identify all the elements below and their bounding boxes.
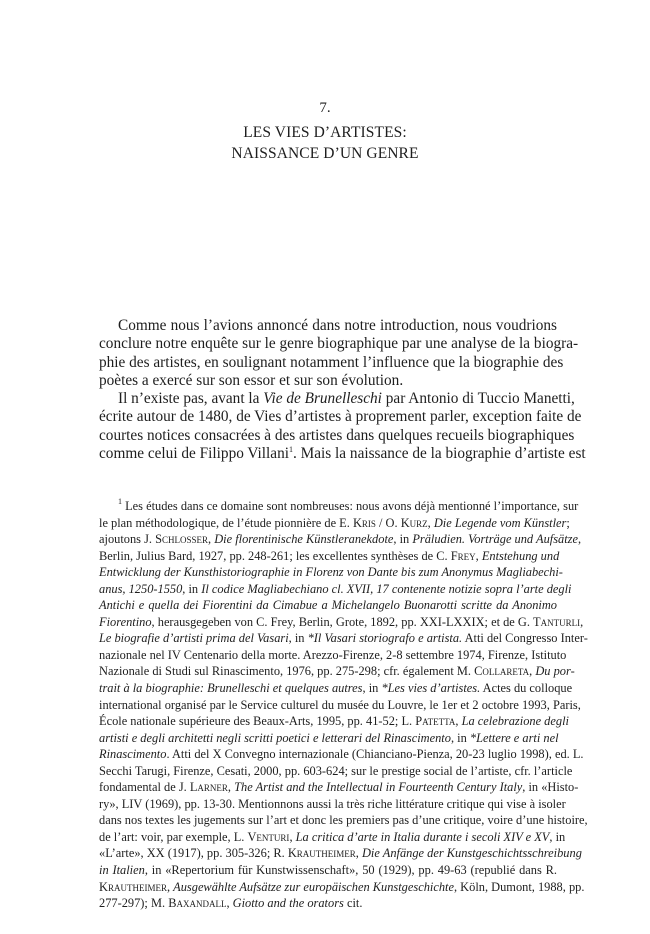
chapter-title-line-1: LES VIES D’ARTISTES: bbox=[243, 124, 407, 141]
text-run: Il n’existe pas, avant la bbox=[118, 390, 264, 408]
footnote-line bbox=[99, 515, 570, 532]
text-run: poètes a exercé sur son essor et sur son évolution. bbox=[99, 371, 404, 389]
text-run: ry», LIV (1969), pp. 13-30. Mentionnons aussi la très riche littérature critique qui vise à isoler bbox=[99, 796, 566, 811]
footnote-line bbox=[99, 713, 569, 730]
text-run: , in bbox=[288, 631, 308, 646]
text-run: ; bbox=[566, 515, 570, 530]
italic-title: Antichi e quella dei Fiorentini da Cimabue a Michelangelo Buonarotti scritte da Anonimo bbox=[99, 598, 557, 613]
footnote-line bbox=[99, 663, 575, 680]
footnote-line bbox=[99, 746, 584, 763]
author-name: Baxandall bbox=[168, 896, 227, 911]
author-name: Krautheimer bbox=[99, 879, 167, 894]
footnote-line bbox=[99, 845, 582, 862]
body-line bbox=[99, 353, 564, 372]
italic-title: Giotto and the orators bbox=[232, 896, 344, 911]
text-run: Actes du colloque bbox=[480, 681, 573, 696]
footnote-line bbox=[99, 895, 557, 912]
italic-title: artisti e degli architetti negli scritti poetici e letterari del Rinascimento bbox=[99, 730, 451, 745]
author-name: Venturi bbox=[247, 829, 290, 844]
italic-title: La celebrazione degli bbox=[461, 714, 569, 729]
italic-title: trait à la biographie: Brunelleschi et quelques autres bbox=[99, 681, 363, 696]
text-run: , bbox=[355, 846, 362, 861]
italic-title: anus, 1250-1550 bbox=[99, 581, 183, 596]
author-name: Kurz bbox=[400, 515, 428, 530]
footnote-line bbox=[99, 564, 563, 581]
text-run: fondamental de J. bbox=[99, 780, 190, 795]
footnote-line bbox=[99, 796, 566, 813]
italic-title: Il codice Magliabechiano cl. XVII, 17 contenente notizie sopra l’arte degli bbox=[201, 581, 572, 596]
body-paragraphs bbox=[99, 317, 586, 463]
text-run: comme celui de Filippo Villani bbox=[99, 445, 289, 463]
footnote-line bbox=[99, 812, 588, 829]
text-run: . Mais la naissance de la biographie d’artiste est bbox=[292, 445, 586, 463]
footnote-line bbox=[99, 497, 579, 515]
italic-title: La critica d’arte in Italia durante i secoli XIV e XV bbox=[295, 829, 550, 844]
text-run: , herausgegeben von C. Frey, Berlin, Grote, 1892, pp. XXI-LXXIX; et de G. bbox=[151, 614, 534, 629]
text-run: École nationale supérieure des Beaux-Arts, 1995, pp. 41-52; L. bbox=[99, 714, 416, 729]
footnote-line bbox=[99, 680, 573, 697]
author-name: Krautheimer bbox=[287, 846, 356, 861]
author-name: Schlosser bbox=[155, 532, 209, 547]
italic-title: Du por- bbox=[535, 664, 575, 679]
body-line bbox=[99, 390, 575, 408]
text-run: , bbox=[208, 532, 215, 547]
footnote-line bbox=[99, 548, 560, 565]
text-run: , in bbox=[362, 681, 382, 696]
footnote-1 bbox=[99, 497, 588, 912]
author-name: Patetta bbox=[415, 714, 456, 729]
italic-title: Die Legende vom Künstler bbox=[433, 515, 567, 530]
italic-title: Entstehung und bbox=[481, 548, 560, 563]
text-run: , bbox=[427, 515, 434, 530]
footnote-ref: 1 bbox=[118, 497, 122, 506]
italic-title: Vie de Brunelleschi bbox=[263, 390, 382, 408]
footnote-line bbox=[99, 730, 557, 747]
italic-title: Die Anfänge der Kunstgeschichtsschreibung bbox=[361, 846, 582, 861]
text-run: «L’arte», XX (1917), pp. 305-326; R. bbox=[99, 846, 288, 861]
italic-title: Le biografie d’artisti prima del Vasari bbox=[99, 631, 289, 646]
text-run: Comme nous l’avions annoncé dans notre introduction, nous voudrions bbox=[118, 317, 557, 334]
text-run: , bbox=[166, 879, 174, 894]
text-run: , Köln, Dumont, 1988, pp. bbox=[453, 879, 585, 894]
italic-title: The Artist and the Intellectual in Fourteenth Century Italy bbox=[234, 780, 523, 795]
body-line bbox=[99, 372, 557, 390]
text-run: dans nos textes les jugements sur l’art et donc les premiers pas d’une critique, voire d’une histoire, bbox=[99, 813, 588, 828]
italic-title: *Les vies d’artistes. bbox=[381, 681, 481, 696]
text-run: phie des artistes, en soulignant notamment l’influence que la biographie des bbox=[99, 353, 564, 371]
footnote-line bbox=[99, 829, 566, 846]
footnote-line bbox=[99, 597, 557, 614]
chapter-number: 7. bbox=[319, 100, 331, 116]
author-name: Larner bbox=[189, 780, 228, 795]
text-run: , in bbox=[182, 581, 202, 596]
author-name: Collareta bbox=[474, 664, 530, 679]
text-run: , bbox=[529, 664, 536, 679]
body-line bbox=[99, 317, 557, 335]
text-run: de l’art: voir, par exemple, L. bbox=[99, 829, 248, 844]
text-run: par Antonio di Tuccio Manetti, bbox=[381, 390, 575, 408]
footnote-line bbox=[99, 763, 573, 780]
text-run: Atti del Congresso Inter- bbox=[462, 631, 588, 646]
text-run: . Atti del X Convegno internazionale (Chianciano-Pienza, 20-23 luglio 1998), ed. L. bbox=[166, 747, 584, 762]
text-run: , bbox=[580, 614, 584, 629]
text-run: , in «Repertorium für Kunstwissenschaft», 50 (1929), pp. 49-63 (republié dans R. bbox=[144, 863, 557, 878]
text-run: courtes notices consacrées à des artistes dans quelques recueils biographiques bbox=[99, 426, 575, 444]
text-run: international organisé par le Service culturel du musée du Louvre, le 1er et 2 octobre 1993, Paris, bbox=[99, 697, 581, 712]
italic-title: Entwicklung der Kunsthistoriographie in Florenz von Dante bis zum Anonymus Magliabechi- bbox=[99, 565, 563, 580]
body-line bbox=[99, 408, 582, 426]
text-run: , in bbox=[450, 730, 470, 745]
footnote-ref: 1 bbox=[288, 445, 293, 455]
text-run: / O. bbox=[375, 515, 401, 530]
text-run: Berlin, Julius Bard, 1927, pp. 248-261; les excellentes synthèses de C. bbox=[99, 548, 451, 563]
italic-title: Rinascimento bbox=[99, 747, 167, 762]
italic-title: *Lettere e arti nel bbox=[469, 730, 559, 745]
text-run: , in bbox=[549, 829, 566, 844]
text-run: , bbox=[227, 780, 235, 795]
text-run: écrite autour de 1480, de Vies d’artistes à proprement parler, exception faite de bbox=[99, 408, 582, 426]
text-run: 277-297); M. bbox=[99, 896, 169, 911]
body-line bbox=[99, 426, 575, 445]
footnote-line bbox=[99, 630, 588, 647]
footnote-line bbox=[99, 862, 557, 879]
footnote-line bbox=[99, 531, 582, 548]
text-run: , in «Histo- bbox=[522, 780, 579, 795]
footnote-line bbox=[99, 581, 572, 598]
text-run: , in bbox=[393, 532, 413, 547]
chapter-title bbox=[0, 122, 650, 164]
author-name: Frey bbox=[450, 548, 476, 563]
italic-title: Präludien. Vorträge und Aufsätze bbox=[412, 532, 578, 547]
italic-title: Ausgewählte Aufsätze zur europäischen Kunstgeschichte bbox=[173, 879, 454, 894]
footnote-line bbox=[99, 614, 584, 631]
body-line bbox=[99, 335, 579, 353]
text-run: , bbox=[475, 548, 482, 563]
body-line bbox=[99, 445, 586, 463]
italic-title: *Il Vasari storiografo e artista. bbox=[307, 631, 463, 646]
author-name: Kris bbox=[352, 515, 376, 530]
text-run: ajoutons J. bbox=[99, 532, 156, 547]
footnote-line bbox=[99, 647, 567, 664]
italic-title: Die florentinische Künstleranekdote bbox=[214, 532, 394, 547]
italic-title: Fiorentino bbox=[99, 614, 152, 629]
author-name: Tanturli bbox=[533, 614, 581, 629]
footnote-line bbox=[99, 697, 581, 714]
text-run: , bbox=[455, 714, 462, 729]
text-run: conclure notre enquête sur le genre biographique par une analyse de la biogra- bbox=[99, 335, 579, 353]
text-run: le plan méthodologique, de l’étude pionnière de E. bbox=[99, 515, 353, 530]
text-run: Les études dans ce domaine sont nombreuses: nous avons déjà mentionné l’importance, sur bbox=[122, 499, 579, 513]
text-run: Secchi Tarugi, Firenze, Cesati, 2000, pp. 603-624; sur le prestige social de l’artiste, cfr. l’article bbox=[99, 763, 573, 778]
text-run: cit. bbox=[343, 896, 363, 911]
chapter-title-line-2: NAISSANCE D’UN GENRE bbox=[231, 145, 419, 162]
text-run: , bbox=[289, 829, 296, 844]
text-run: , bbox=[226, 896, 233, 911]
italic-title: in Italien bbox=[99, 863, 145, 878]
text-run: , bbox=[578, 532, 582, 547]
footnote-line bbox=[99, 779, 579, 796]
footnote-line bbox=[99, 879, 585, 896]
text-run: Nazionale di Studi sul Rinascimento, 1976, pp. 275-298; cfr. également M. bbox=[99, 664, 475, 679]
text-run: nazionale nel IV Centenario della morte. Arezzo-Firenze, 2-8 settembre 1974, Firenze, Istituto bbox=[99, 647, 567, 662]
